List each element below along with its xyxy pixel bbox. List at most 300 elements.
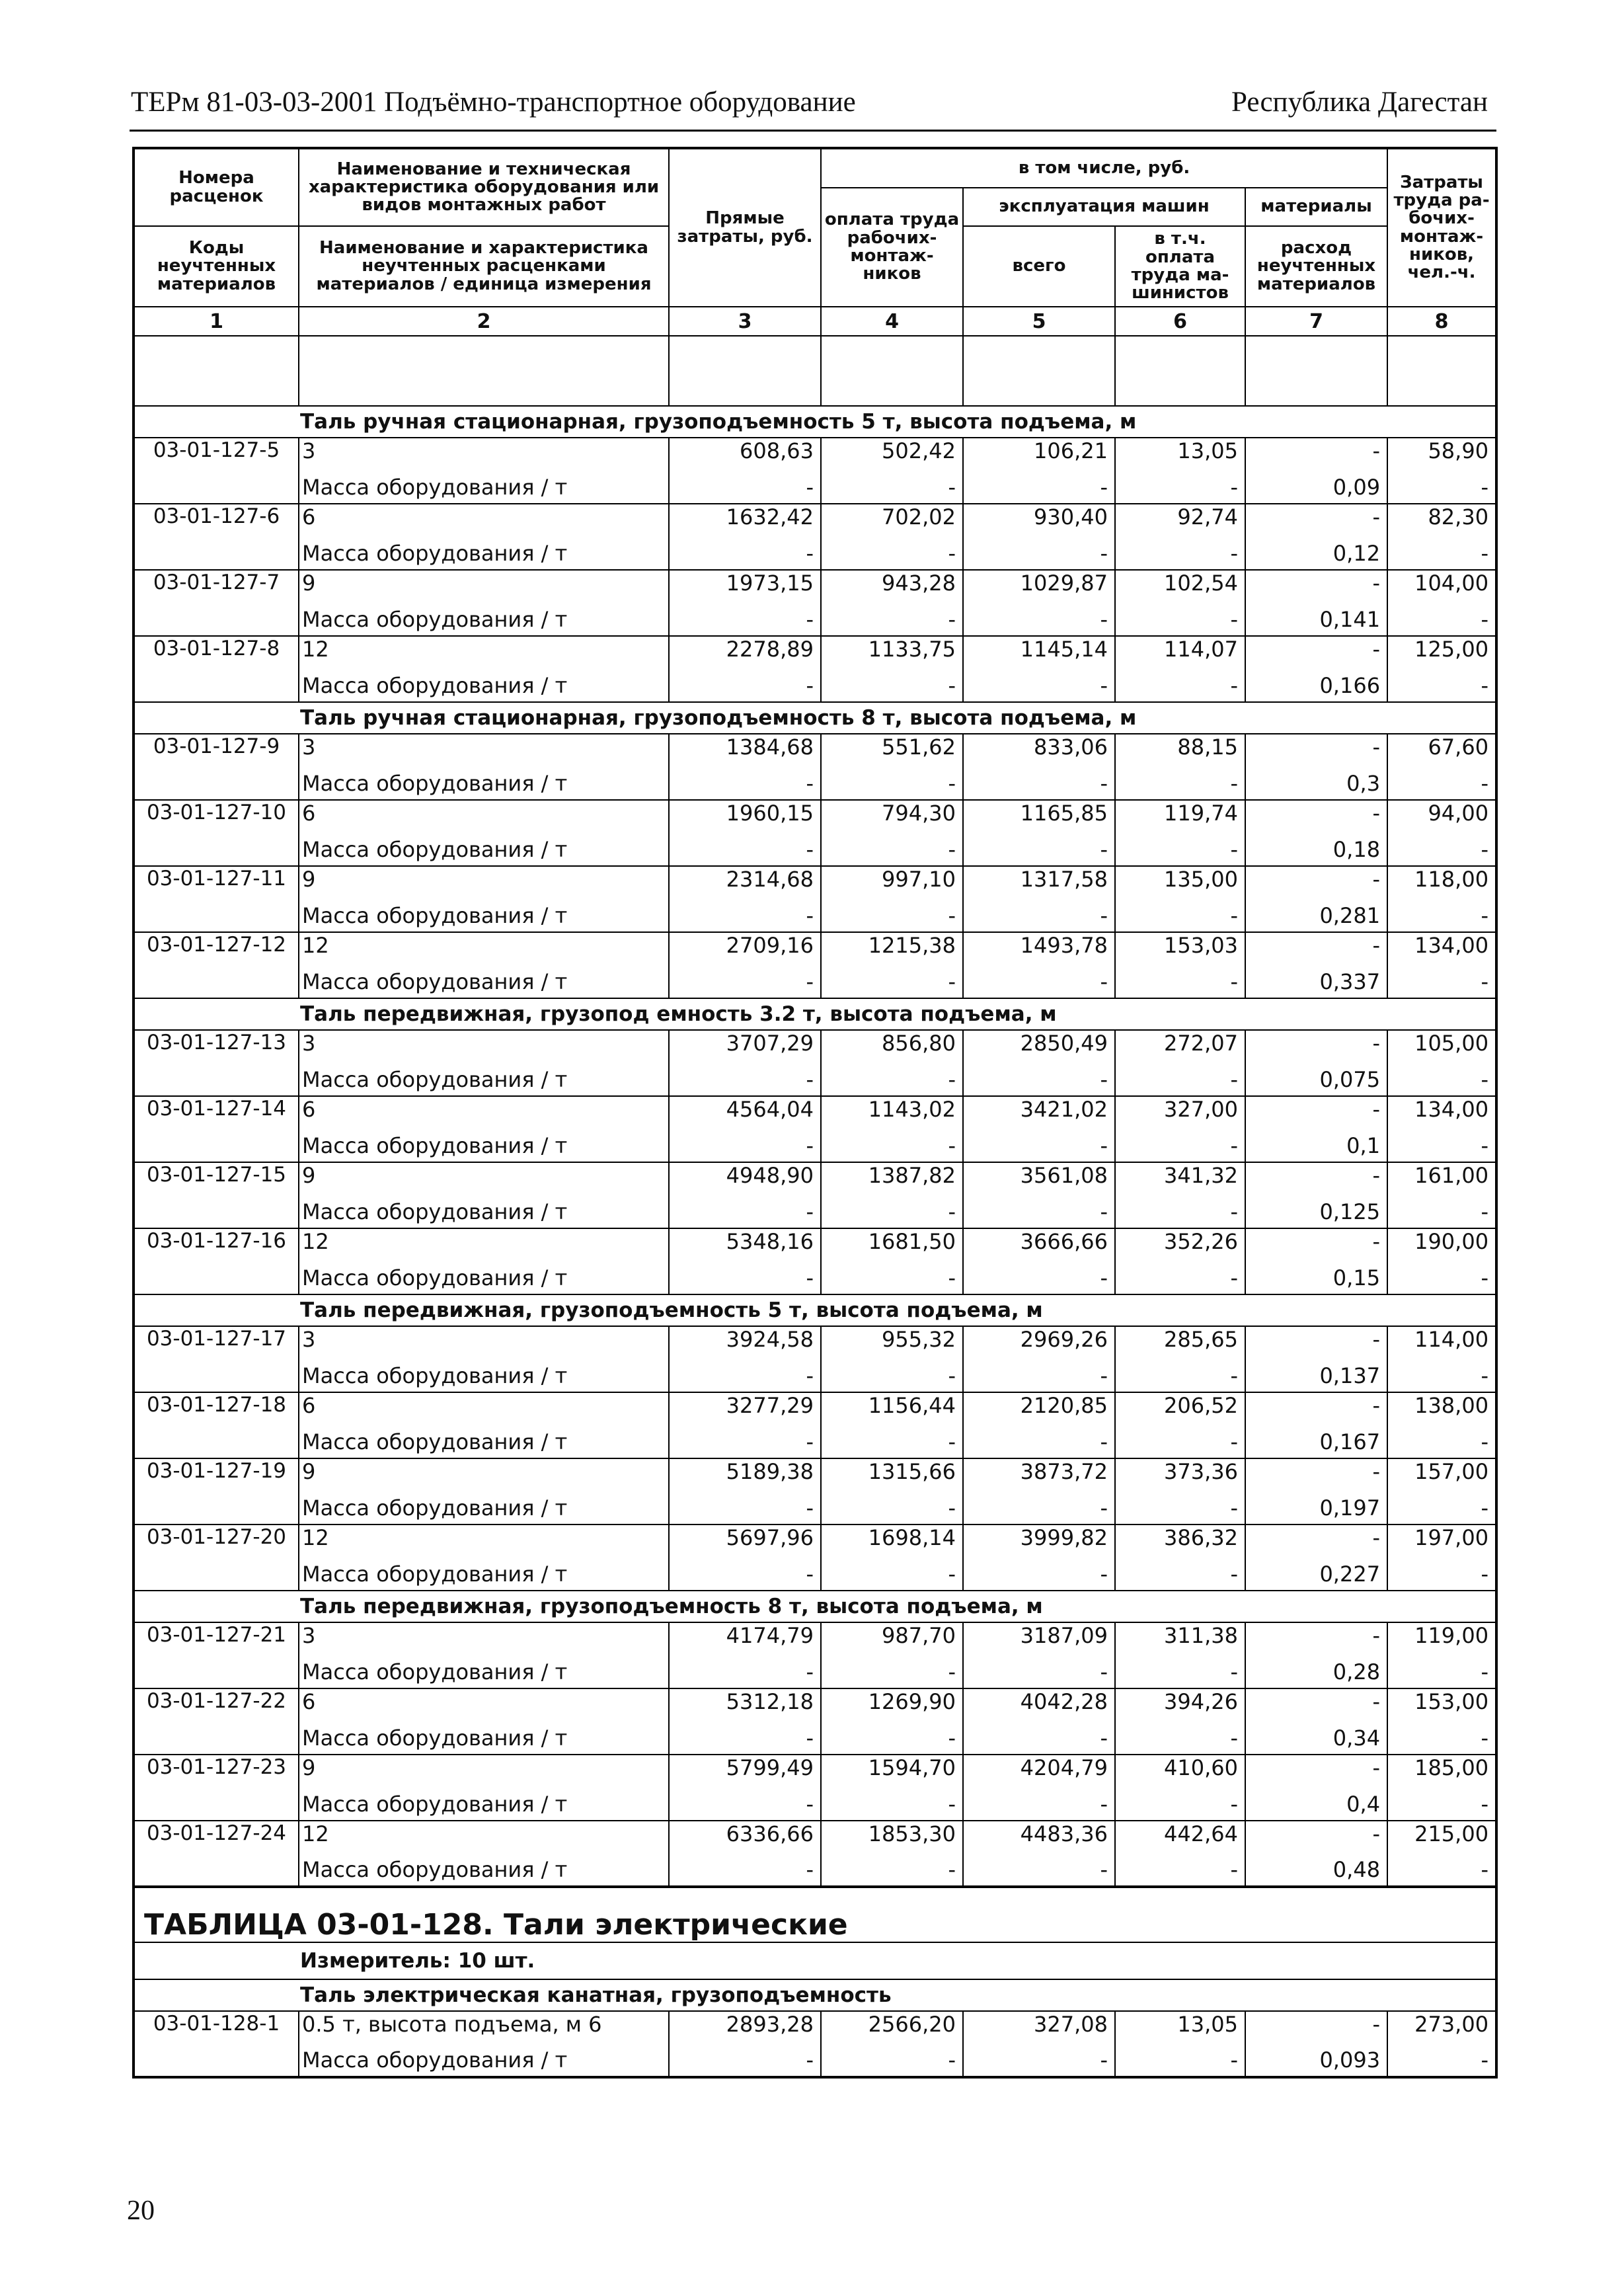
material-code: [134, 1359, 299, 1392]
value-cell: -: [1115, 669, 1245, 702]
value-cell: -: [1245, 1392, 1387, 1425]
value-cell: -: [1387, 2044, 1496, 2077]
group-header-row: [134, 1294, 1496, 1326]
value-cell: 0,09: [1245, 471, 1387, 504]
value-cell: -: [963, 1063, 1115, 1096]
value-cell: -: [669, 1655, 821, 1688]
value-cell: -: [1115, 1854, 1245, 1887]
value-cell: 0,167: [1245, 1425, 1387, 1458]
value-cell: -: [669, 1129, 821, 1162]
rate-code: 03-01-127-24: [134, 1821, 299, 1854]
col-header-materials: материалы: [1245, 188, 1387, 226]
value-cell: -: [669, 2044, 821, 2077]
rate-code: 03-01-127-8: [134, 636, 299, 669]
rate-code: 03-01-127-22: [134, 1688, 299, 1722]
group-spacer: [134, 702, 299, 734]
value-cell: -: [821, 899, 963, 932]
value-cell: -: [1115, 2044, 1245, 2077]
value-cell: 1960,15: [669, 800, 821, 833]
material-name: Масса оборудования / т: [299, 2044, 669, 2077]
value-cell: -: [1115, 833, 1245, 866]
value-cell: 1165,85: [963, 800, 1115, 833]
value-cell: -: [963, 471, 1115, 504]
table-row: [134, 438, 1496, 471]
value-cell: -: [1115, 1491, 1245, 1524]
value-cell: 0,34: [1245, 1722, 1387, 1755]
value-cell: 3666,66: [963, 1228, 1115, 1261]
value-cell: 0,12: [1245, 537, 1387, 570]
value-cell: -: [1387, 1491, 1496, 1524]
value-cell: 0,227: [1245, 1558, 1387, 1591]
value-cell: 442,64: [1115, 1821, 1245, 1854]
value-cell: 3277,29: [669, 1392, 821, 1425]
value-cell: 4174,79: [669, 1622, 821, 1655]
value-cell: -: [1387, 767, 1496, 800]
table-row: [134, 1326, 1496, 1359]
value-cell: -: [1387, 1854, 1496, 1887]
value-cell: 272,07: [1115, 1030, 1245, 1063]
table-row: [134, 1096, 1496, 1129]
rate-code: 03-01-127-18: [134, 1392, 299, 1425]
value-cell: 4564,04: [669, 1096, 821, 1129]
value-cell: -: [1115, 603, 1245, 636]
value-cell: -: [669, 1063, 821, 1096]
col-header-machinist-pay: в т.ч. оплата труда ма-шинистов: [1115, 226, 1245, 307]
material-name: Масса оборудования / т: [299, 833, 669, 866]
material-name: Масса оборудования / т: [299, 965, 669, 998]
rate-code: 03-01-127-15: [134, 1162, 299, 1195]
group-title: Таль электрическая канатная, грузоподъемность: [299, 1979, 1496, 2011]
table-row: [134, 1755, 1496, 1788]
rate-code: 03-01-127-7: [134, 570, 299, 603]
value-cell: -: [669, 669, 821, 702]
rate-code: 03-01-127-17: [134, 1326, 299, 1359]
work-description: 9: [299, 1458, 669, 1491]
value-cell: 13,05: [1115, 2011, 1245, 2044]
work-description: 9: [299, 1162, 669, 1195]
table-row-material: [134, 1491, 1496, 1524]
value-cell: -: [669, 1425, 821, 1458]
value-cell: 58,90: [1387, 438, 1496, 471]
value-cell: 0,141: [1245, 603, 1387, 636]
value-cell: 3924,58: [669, 1326, 821, 1359]
value-cell: -: [1245, 2011, 1387, 2044]
value-cell: -: [1245, 1755, 1387, 1788]
value-cell: -: [1387, 1063, 1496, 1096]
table-row: [134, 1162, 1496, 1195]
value-cell: -: [1245, 1524, 1387, 1558]
value-cell: -: [821, 1854, 963, 1887]
value-cell: -: [1387, 603, 1496, 636]
table-row: [134, 1030, 1496, 1063]
work-description: 9: [299, 570, 669, 603]
value-cell: 6336,66: [669, 1821, 821, 1854]
table-row-material: [134, 1854, 1496, 1887]
value-cell: -: [1387, 537, 1496, 570]
value-cell: -: [1245, 1688, 1387, 1722]
value-cell: 2709,16: [669, 932, 821, 965]
value-cell: -: [963, 1558, 1115, 1591]
col-header-rate-numbers: Номера расценок: [134, 148, 299, 226]
value-cell: -: [1387, 1129, 1496, 1162]
value-cell: -: [1115, 1425, 1245, 1458]
rate-code: 03-01-127-21: [134, 1622, 299, 1655]
group-title: Таль передвижная, грузоподъемность 8 т, высота подъема, м: [299, 1591, 1496, 1622]
value-cell: 5312,18: [669, 1688, 821, 1722]
value-cell: 138,00: [1387, 1392, 1496, 1425]
column-number: 6: [1115, 307, 1245, 336]
value-cell: 2566,20: [821, 2011, 963, 2044]
table-row: [134, 932, 1496, 965]
value-cell: 88,15: [1115, 734, 1245, 767]
work-description: 3: [299, 438, 669, 471]
value-cell: 2969,26: [963, 1326, 1115, 1359]
value-cell: 2850,49: [963, 1030, 1115, 1063]
value-cell: 1215,38: [821, 932, 963, 965]
value-cell: -: [1245, 1162, 1387, 1195]
value-cell: -: [821, 1655, 963, 1688]
value-cell: -: [1245, 504, 1387, 537]
value-cell: 4948,90: [669, 1162, 821, 1195]
col-header-machines-total: всего: [963, 226, 1115, 307]
rate-code: 03-01-127-5: [134, 438, 299, 471]
table-row: [134, 1688, 1496, 1722]
value-cell: -: [821, 833, 963, 866]
value-cell: 153,00: [1387, 1688, 1496, 1722]
rate-code: 03-01-127-13: [134, 1030, 299, 1063]
table-row-material: [134, 669, 1496, 702]
material-name: Масса оборудования / т: [299, 1854, 669, 1887]
group-title: Таль передвижная, грузоподъемность 5 т, высота подъема, м: [299, 1294, 1496, 1326]
material-code: [134, 899, 299, 932]
value-cell: -: [821, 2044, 963, 2077]
value-cell: -: [963, 537, 1115, 570]
table-row-material: [134, 1261, 1496, 1294]
work-description: 3: [299, 1326, 669, 1359]
value-cell: 134,00: [1387, 1096, 1496, 1129]
column-number: 2: [299, 307, 669, 336]
value-cell: -: [963, 603, 1115, 636]
value-cell: 67,60: [1387, 734, 1496, 767]
work-description: 9: [299, 866, 669, 899]
value-cell: -: [821, 1722, 963, 1755]
value-cell: -: [1245, 570, 1387, 603]
material-name: Масса оборудования / т: [299, 471, 669, 504]
value-cell: 997,10: [821, 866, 963, 899]
value-cell: 197,00: [1387, 1524, 1496, 1558]
value-cell: 0,337: [1245, 965, 1387, 998]
rate-code: 03-01-127-14: [134, 1096, 299, 1129]
value-cell: 206,52: [1115, 1392, 1245, 1425]
value-cell: -: [1245, 1030, 1387, 1063]
value-cell: -: [821, 471, 963, 504]
col-header-work-name: Наименование и техническая характеристика оборудования или видов монтажных работ: [299, 148, 669, 226]
value-cell: -: [821, 965, 963, 998]
col-header-labor-costs: Затраты труда ра-бочих-монтаж-ников, чел.-ч.: [1387, 148, 1496, 307]
value-cell: -: [1387, 669, 1496, 702]
value-cell: 1029,87: [963, 570, 1115, 603]
group-header-row: [134, 1591, 1496, 1622]
column-number: 3: [669, 307, 821, 336]
value-cell: -: [1115, 537, 1245, 570]
value-cell: 327,00: [1115, 1096, 1245, 1129]
group-title: Таль передвижная, грузопод емность 3.2 т, высота подъема, м: [299, 998, 1496, 1030]
value-cell: 1133,75: [821, 636, 963, 669]
value-cell: -: [1245, 1622, 1387, 1655]
value-cell: -: [669, 767, 821, 800]
value-cell: 82,30: [1387, 504, 1496, 537]
col-header-including: в том числе, руб.: [821, 148, 1387, 188]
value-cell: -: [669, 471, 821, 504]
material-code: [134, 1655, 299, 1688]
value-cell: -: [1245, 1326, 1387, 1359]
value-cell: -: [1245, 1821, 1387, 1854]
material-name: Масса оборудования / т: [299, 1491, 669, 1524]
material-name: Масса оборудования / т: [299, 669, 669, 702]
value-cell: -: [669, 833, 821, 866]
value-cell: -: [963, 767, 1115, 800]
column-number: 4: [821, 307, 963, 336]
running-header-title: ТЕРм 81-03-03-2001 Подъёмно-транспортное оборудование: [131, 87, 856, 118]
value-cell: -: [963, 1129, 1115, 1162]
value-cell: -: [669, 1722, 821, 1755]
value-cell: 341,32: [1115, 1162, 1245, 1195]
material-code: [134, 767, 299, 800]
table-row: [134, 636, 1496, 669]
table-row: [134, 1524, 1496, 1558]
column-number: 5: [963, 307, 1115, 336]
material-code: [134, 669, 299, 702]
value-cell: -: [963, 1195, 1115, 1228]
value-cell: -: [963, 1854, 1115, 1887]
value-cell: 0,28: [1245, 1655, 1387, 1688]
value-cell: -: [1245, 1228, 1387, 1261]
value-cell: -: [1387, 965, 1496, 998]
value-cell: 1387,82: [821, 1162, 963, 1195]
group-spacer: [134, 406, 299, 438]
rate-code: 03-01-127-10: [134, 800, 299, 833]
table-row-material: [134, 833, 1496, 866]
rates-table: [132, 147, 1498, 2078]
rate-code: 03-01-127-23: [134, 1755, 299, 1788]
material-code: [134, 537, 299, 570]
table-row: [134, 1458, 1496, 1491]
value-cell: 0,197: [1245, 1491, 1387, 1524]
value-cell: 0,15: [1245, 1261, 1387, 1294]
material-code: [134, 1195, 299, 1228]
value-cell: -: [963, 1359, 1115, 1392]
work-description: 6: [299, 1392, 669, 1425]
group-title: Таль ручная стационарная, грузоподъемность 8 т, высота подъема, м: [299, 702, 1496, 734]
value-cell: 1384,68: [669, 734, 821, 767]
value-cell: 273,00: [1387, 2011, 1496, 2044]
table-row: [134, 866, 1496, 899]
value-cell: -: [1115, 1063, 1245, 1096]
rate-code: 03-01-127-12: [134, 932, 299, 965]
value-cell: -: [821, 1491, 963, 1524]
value-cell: 4042,28: [963, 1688, 1115, 1722]
value-cell: 1156,44: [821, 1392, 963, 1425]
value-cell: 0,3: [1245, 767, 1387, 800]
material-code: [134, 965, 299, 998]
value-cell: 5799,49: [669, 1755, 821, 1788]
value-cell: -: [821, 1788, 963, 1821]
material-name: Масса оборудования / т: [299, 1425, 669, 1458]
table-row-material: [134, 471, 1496, 504]
table-row: [134, 800, 1496, 833]
work-description: 12: [299, 1228, 669, 1261]
material-name: Масса оборудования / т: [299, 1195, 669, 1228]
material-code: [134, 1491, 299, 1524]
value-cell: 119,00: [1387, 1622, 1496, 1655]
measure-unit: Измеритель: 10 шт.: [299, 1942, 1496, 1979]
value-cell: -: [1387, 899, 1496, 932]
blank-row: [134, 336, 1496, 406]
value-cell: 125,00: [1387, 636, 1496, 669]
table-row: [134, 1228, 1496, 1261]
value-cell: -: [669, 965, 821, 998]
work-description: 6: [299, 1096, 669, 1129]
value-cell: 1317,58: [963, 866, 1115, 899]
value-cell: -: [821, 767, 963, 800]
value-cell: -: [821, 1129, 963, 1162]
material-name: Масса оборудования / т: [299, 1261, 669, 1294]
table-row-material: [134, 1788, 1496, 1821]
group-spacer: [134, 998, 299, 1030]
value-cell: -: [1245, 932, 1387, 965]
value-cell: 0,166: [1245, 669, 1387, 702]
rate-code: 03-01-127-19: [134, 1458, 299, 1491]
col-header-material-names: Наименование и характеристика неучтенных расценками материалов / единица измерения: [299, 226, 669, 307]
material-code: [134, 1129, 299, 1162]
work-description: 6: [299, 504, 669, 537]
value-cell: -: [1115, 1655, 1245, 1688]
measure-spacer: [134, 1942, 299, 1979]
rate-code: 03-01-127-20: [134, 1524, 299, 1558]
table-row-material: [134, 899, 1496, 932]
value-cell: 190,00: [1387, 1228, 1496, 1261]
material-code: [134, 1854, 299, 1887]
material-code: [134, 471, 299, 504]
value-cell: 0,075: [1245, 1063, 1387, 1096]
value-cell: 352,26: [1115, 1228, 1245, 1261]
value-cell: -: [669, 1788, 821, 1821]
value-cell: -: [1115, 1359, 1245, 1392]
rate-code: 03-01-127-9: [134, 734, 299, 767]
material-code: [134, 1261, 299, 1294]
table-row-material: [134, 1655, 1496, 1688]
value-cell: -: [963, 2044, 1115, 2077]
value-cell: -: [669, 537, 821, 570]
col-header-direct-costs: Прямые затраты, руб.: [669, 148, 821, 307]
table-row-material: [134, 1425, 1496, 1458]
value-cell: -: [1387, 1359, 1496, 1392]
value-cell: 1493,78: [963, 932, 1115, 965]
value-cell: 2893,28: [669, 2011, 821, 2044]
value-cell: -: [821, 1195, 963, 1228]
value-cell: 1853,30: [821, 1821, 963, 1854]
value-cell: 104,00: [1387, 570, 1496, 603]
group-header-row: [134, 1979, 1496, 2011]
value-cell: -: [821, 603, 963, 636]
value-cell: -: [1387, 1425, 1496, 1458]
value-cell: 5697,96: [669, 1524, 821, 1558]
value-cell: 2120,85: [963, 1392, 1115, 1425]
table-row-material: [134, 1129, 1496, 1162]
value-cell: 930,40: [963, 504, 1115, 537]
value-cell: 386,32: [1115, 1524, 1245, 1558]
value-cell: 1973,15: [669, 570, 821, 603]
value-cell: -: [963, 669, 1115, 702]
table-row: [134, 1622, 1496, 1655]
value-cell: -: [963, 833, 1115, 866]
value-cell: -: [963, 1491, 1115, 1524]
work-description: 6: [299, 800, 669, 833]
work-description: 0.5 т, высота подъема, м 6: [299, 2011, 669, 2044]
value-cell: 1269,90: [821, 1688, 963, 1722]
work-description: 3: [299, 1030, 669, 1063]
value-cell: 0,18: [1245, 833, 1387, 866]
value-cell: -: [963, 1425, 1115, 1458]
value-cell: -: [1245, 636, 1387, 669]
value-cell: 394,26: [1115, 1688, 1245, 1722]
rate-code: 03-01-127-11: [134, 866, 299, 899]
value-cell: 0,281: [1245, 899, 1387, 932]
value-cell: 1681,50: [821, 1228, 963, 1261]
value-cell: -: [821, 669, 963, 702]
rate-code: 03-01-127-16: [134, 1228, 299, 1261]
value-cell: -: [1387, 1722, 1496, 1755]
value-cell: 4204,79: [963, 1755, 1115, 1788]
col-header-material-codes: Коды неучтенных материалов: [134, 226, 299, 307]
column-number-row: [134, 307, 1496, 336]
value-cell: 153,03: [1115, 932, 1245, 965]
group-title: Таль ручная стационарная, грузоподъемность 5 т, высота подъема, м: [299, 406, 1496, 438]
value-cell: 3561,08: [963, 1162, 1115, 1195]
value-cell: -: [963, 965, 1115, 998]
header-rule: [130, 130, 1496, 132]
value-cell: 92,74: [1115, 504, 1245, 537]
value-cell: 1632,42: [669, 504, 821, 537]
value-cell: 311,38: [1115, 1622, 1245, 1655]
value-cell: -: [669, 1195, 821, 1228]
value-cell: -: [821, 1359, 963, 1392]
col-header-material-consumption: расход неучтенных материалов: [1245, 226, 1387, 307]
value-cell: -: [963, 899, 1115, 932]
value-cell: -: [1245, 1096, 1387, 1129]
col-header-machine-operation: эксплуатация машин: [963, 188, 1245, 226]
col-header-labor-pay: оплата труда рабочих-монтаж-ников: [821, 188, 963, 307]
value-cell: -: [669, 1261, 821, 1294]
value-cell: 551,62: [821, 734, 963, 767]
value-cell: 0,1: [1245, 1129, 1387, 1162]
material-name: Масса оборудования / т: [299, 1129, 669, 1162]
value-cell: -: [1245, 800, 1387, 833]
value-cell: 161,00: [1387, 1162, 1496, 1195]
material-code: [134, 603, 299, 636]
value-cell: -: [963, 1261, 1115, 1294]
value-cell: -: [821, 1063, 963, 1096]
value-cell: 1145,14: [963, 636, 1115, 669]
table-row-material: [134, 965, 1496, 998]
value-cell: 5189,38: [669, 1458, 821, 1491]
table-row: [134, 570, 1496, 603]
table-row-material: [134, 1359, 1496, 1392]
value-cell: 114,07: [1115, 636, 1245, 669]
material-name: Масса оборудования / т: [299, 537, 669, 570]
value-cell: -: [963, 1655, 1115, 1688]
value-cell: 215,00: [1387, 1821, 1496, 1854]
